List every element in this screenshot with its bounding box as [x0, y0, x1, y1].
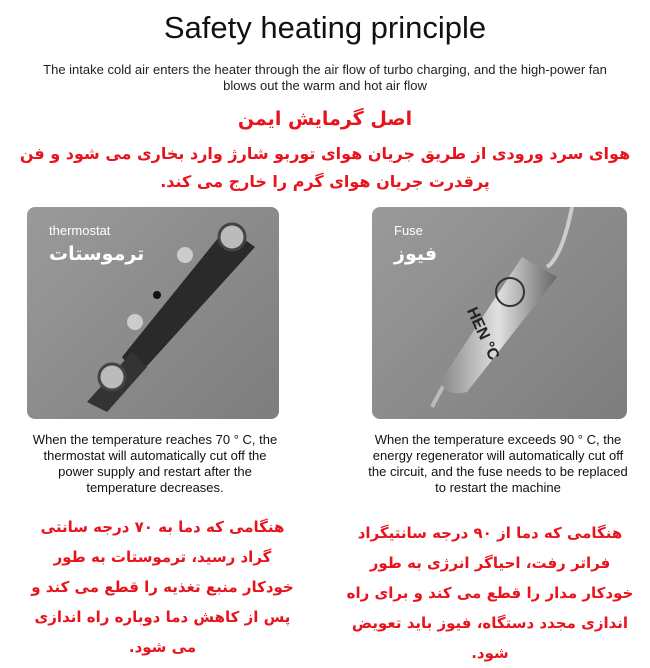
fuse-marking: HEN °C — [462, 304, 503, 363]
thermostat-card — [27, 207, 279, 419]
fuse-label: Fuse — [394, 223, 423, 238]
thermostat-description: When the temperature reaches 70 ° C, the thermostat will automatically cut off the power supply and restart after the temperature decreases. — [32, 432, 278, 495]
thermostat-image — [27, 207, 279, 419]
thermostat-fa-label: ترموستات — [49, 243, 145, 265]
fuse-description: When the temperature exceeds 90 ° C, the energy regenerator will automatically cut off the circuit, and the fuse needs to be replaced to restart the machine — [368, 432, 628, 495]
thermostat-fa-description: هنگامی که دما به ۷۰ درجه سانتی گراد رسید، ترموستات به طور خودکار منبع تغذیه را قطع می کند و پس از کاهش دما دوباره راه اندازی می شود. — [31, 518, 294, 656]
fa-subtitle: هوای سرد ورودی از طریق جریان هوای توربو شارژ وارد بخاری می شود و فن پرقدرت جریان هوای گرم را خارج می کند. — [19, 144, 631, 191]
fuse-fa-description: هنگامی که دما از ۹۰ درجه سانتیگراد فراتر رفت، احیاگر انرژی به طور خودکار مدار را قطع می کند و برای راه اندازی مجدد دستگاه، فیوز باید تعویض شود. — [346, 524, 634, 662]
fuse-fa-label: فیوز — [394, 243, 438, 265]
thermostat-label: thermostat — [49, 223, 111, 238]
page-title: Safety heating principle — [163, 10, 487, 45]
fuse-image — [372, 207, 627, 419]
page-subtitle: The intake cold air enters the heater through the air flow of turbo charging, and the high-power fan blows out the warm and hot air flow — [43, 62, 607, 93]
fa-title: اصل گرمایش ایمن — [237, 108, 413, 130]
fuse-card — [372, 207, 627, 419]
